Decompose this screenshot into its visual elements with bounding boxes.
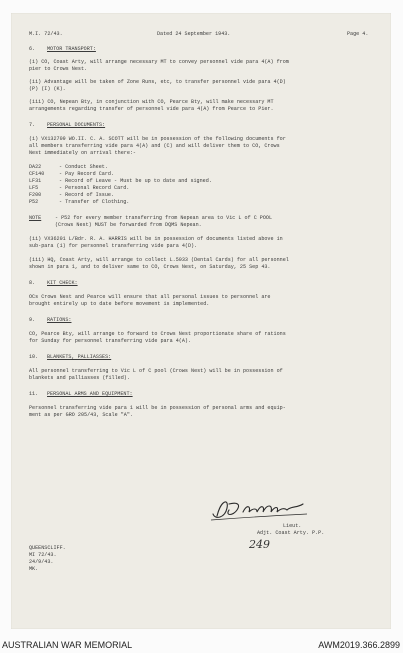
doc-code: LF5 [29, 185, 39, 191]
section-11-heading: PERSONAL ARMS AND EQUIPMENT: [47, 391, 133, 397]
section-8-line2: brought entirely up to date before movement is implemented. [29, 301, 210, 307]
section-8-line1: OCs Crows Nest and Pearce will ensure that all personal issues to personnel are [29, 294, 271, 300]
section-7-i-line3: Nest immediately on arrival there:- [29, 150, 136, 156]
section-10-line2: blankets and palliasses (filled). [29, 375, 130, 381]
section-6-iii-line2: arrangements regarding transfer of personnel vide para 4(A) from Pearce to Pier. [29, 106, 274, 112]
doc-desc: - Personal Record Card. [59, 185, 130, 191]
note-line1: - P52 for every member transferring from Nepean area to Vic L of C POOL [55, 215, 273, 221]
section-6-i-line2: pier to Crows Nest. [29, 66, 88, 72]
section-9-line2: for Sunday for personnel transferring vide para 4(A). [29, 338, 192, 344]
doc-desc: - Pay Record Card. [59, 171, 115, 177]
doc-desc: - Record of Leave - Must be up to date and signed. [59, 178, 212, 184]
section-6-heading: MOTOR TRANSPORT: [47, 46, 96, 52]
handwritten-signature [207, 494, 317, 524]
page-label: Page 4. [347, 31, 369, 37]
place-line1: QUEENSCLIFF. [29, 545, 66, 551]
section-9-number: 9. [29, 317, 36, 323]
archive-footer [0, 637, 403, 653]
note-line2: (Crows Nest) MUST be forwarded from DQMS Nepean. [55, 222, 202, 228]
section-7-iii-line1: (iii) HQ, Coast Arty, will arrange to collect L.5033 (Dental Cards) for all personnel [29, 257, 289, 263]
section-6-i-line1: (i) CO, Coast Arty, will arrange necessary MT to convey personnel vide para 4(A) from [29, 59, 289, 65]
section-7-ii-line1: (ii) VX36201 L/Bdr. R. A. HARRIS will be in possession of documents listed above in [29, 236, 283, 242]
ref-number: M.I. 72/43. [29, 31, 63, 37]
section-6-iii-line1: (iii) CO, Nepean Bty, in conjunction with CO, Pearce Bty, will make necessary MT [29, 99, 274, 105]
section-10-heading: BLANKETS, PALLIASSES: [47, 354, 112, 360]
section-11-line1: Personnel transferring vide para 1 will be in possession of personal arms and equip- [29, 405, 286, 411]
signatory-title: Adjt. Coast Arty. P.P. [257, 530, 325, 536]
section-8-heading: KIT CHECK: [47, 280, 78, 286]
section-10-number: 10. [29, 354, 39, 360]
date-line: Dated 24 September 1943. [157, 31, 231, 37]
section-9-line1: CO, Pearce Bty, will arrange to forward to Crows Nest proportionate share of rations [29, 331, 286, 337]
doc-code: F200 [29, 192, 42, 198]
section-7-number: 7. [29, 122, 36, 128]
section-7-i-line1: (i) VX132709 WO.II. C. A. SCOTT will be in possession of the following documents for [29, 136, 286, 142]
archive-source: AUSTRALIAN WAR MEMORIAL [2, 640, 133, 650]
section-7-i-line2: all members transferring vide para 4(A) and (C) and will deliver them to CO, Crows [29, 143, 280, 149]
section-11-line2: ment as per GRO 205/43, Scale "A". [29, 412, 133, 418]
doc-desc: - Transfer of Clothing. [59, 199, 130, 205]
section-7-ii-line2: sub-para (i) for personnel transferring vide para 4(D). [29, 243, 198, 249]
doc-code: CF140 [29, 171, 45, 177]
doc-code: P52 [29, 199, 39, 205]
handwritten-page-number: 249 [249, 538, 270, 551]
place-line4: MK. [29, 566, 39, 572]
doc-code: LF31 [29, 178, 42, 184]
signatory-rank: Lieut. [283, 523, 302, 529]
note-label: NOTE [29, 215, 42, 221]
document-page [11, 13, 391, 629]
doc-desc: - Record of Issue. [59, 192, 115, 198]
archive-id: AWM2019.366.2899 [318, 640, 400, 650]
doc-desc: - Conduct Sheet. [59, 164, 108, 170]
section-6-ii-line1: (ii) Advantage will be taken of Zone Runs, etc, to transfer personnel vide para 4(D) [29, 79, 286, 85]
place-line3: 24/9/43. [29, 559, 54, 565]
section-6-number: 6. [29, 46, 36, 52]
section-7-heading: PERSONAL DOCUMENTS: [47, 122, 106, 128]
place-line2: MI 72/43. [29, 552, 57, 558]
section-9-heading: RATIONS: [47, 317, 72, 323]
section-11-number: 11. [29, 391, 39, 397]
section-8-number: 8. [29, 280, 36, 286]
section-7-iii-line2: shown in para 1, and to deliver same to CO, Crows Nest, on Saturday, 25 Sep 43. [29, 264, 271, 270]
section-6-ii-line2: (P) (I) (K). [29, 86, 66, 92]
doc-code: DA22 [29, 164, 42, 170]
section-10-line1: All personnel transferring to Vic L of C pool (Crows Nest) will be in possession of [29, 368, 283, 374]
